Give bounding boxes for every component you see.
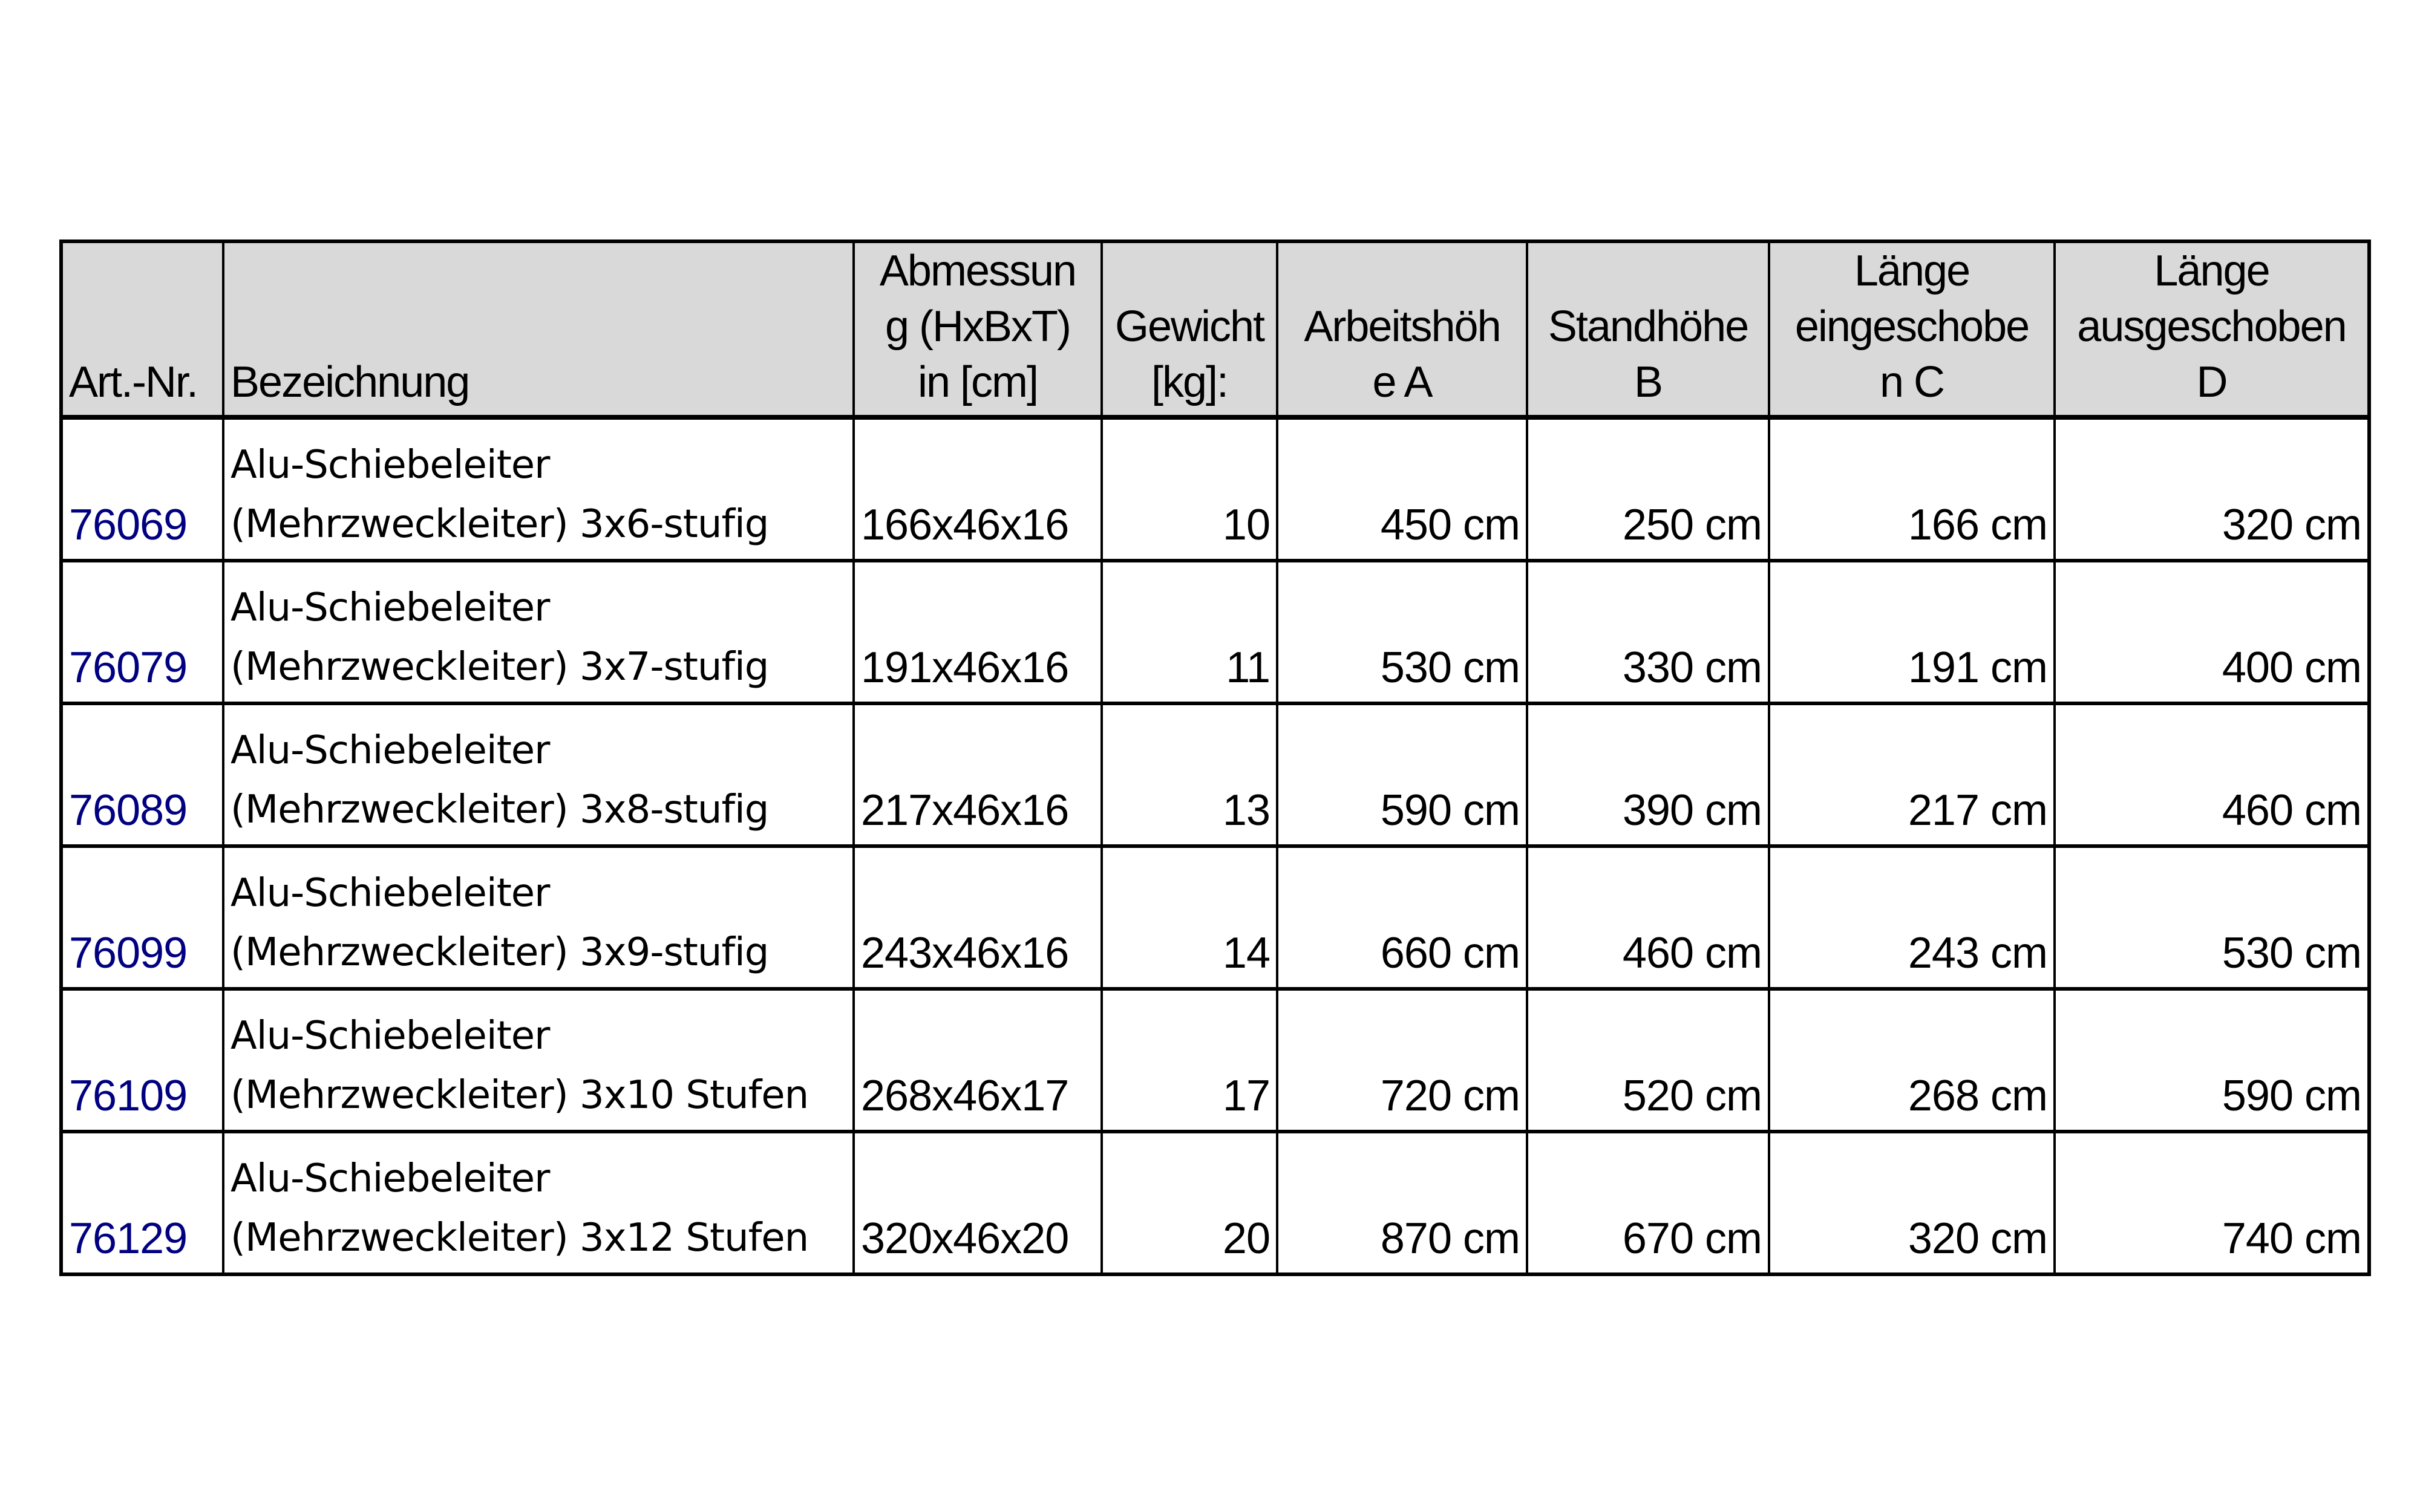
header-abmessung <box>854 241 1102 417</box>
header-line: B <box>1634 358 1663 406</box>
header-gewicht <box>1102 241 1277 417</box>
dimensions-cell: 320x46x20 <box>854 1132 1102 1274</box>
description-cell <box>223 1132 854 1274</box>
header-laenge-eingeschoben <box>1769 241 2055 417</box>
weight-cell: 20 <box>1102 1132 1277 1274</box>
laenge-eingeschoben-cell: 217 cm <box>1769 703 2055 846</box>
art-nr-cell: 76099 <box>61 846 223 989</box>
description-line: Alu-Schiebeleiter <box>231 1014 550 1058</box>
header-row <box>61 241 2369 417</box>
laenge-eingeschoben-cell: 191 cm <box>1769 561 2055 703</box>
weight-cell: 11 <box>1102 561 1277 703</box>
standhoehe-cell: 330 cm <box>1527 561 1769 703</box>
description-cell <box>223 703 854 846</box>
description-line: Alu-Schiebeleiter <box>231 728 550 773</box>
weight-cell: 14 <box>1102 846 1277 989</box>
product-spec-table <box>59 240 2371 1276</box>
laenge-ausgeschoben-cell: 740 cm <box>2055 1132 2369 1274</box>
art-nr-cell: 76079 <box>61 561 223 703</box>
header-line: Standhöhe <box>1548 302 1748 351</box>
description-line: (Mehrzweckleiter) 3x9-stufig <box>231 930 769 975</box>
laenge-eingeschoben-cell: 166 cm <box>1769 417 2055 561</box>
header-line: Länge <box>2154 247 2269 295</box>
table-row <box>61 989 2369 1132</box>
header-standhoehe <box>1527 241 1769 417</box>
laenge-ausgeschoben-cell: 460 cm <box>2055 703 2369 846</box>
table-row <box>61 703 2369 846</box>
laenge-ausgeschoben-cell: 590 cm <box>2055 989 2369 1132</box>
arbeitshoehe-cell: 450 cm <box>1277 417 1527 561</box>
art-nr-cell: 76089 <box>61 703 223 846</box>
header-line: ausgeschoben <box>2077 302 2346 351</box>
standhoehe-cell: 520 cm <box>1527 989 1769 1132</box>
header-laenge-ausgeschoben <box>2055 241 2369 417</box>
table-row <box>61 1132 2369 1274</box>
art-nr-cell: 76069 <box>61 417 223 561</box>
header-bezeichnung: Bezeichnung <box>223 241 854 417</box>
header-line: g (HxBxT) <box>885 302 1070 351</box>
dimensions-cell: 166x46x16 <box>854 417 1102 561</box>
table-row <box>61 417 2369 561</box>
weight-cell: 17 <box>1102 989 1277 1132</box>
art-nr-cell: 76129 <box>61 1132 223 1274</box>
description-line: (Mehrzweckleiter) 3x6-stufig <box>231 502 769 547</box>
header-line: n C <box>1879 358 1944 406</box>
dimensions-cell: 268x46x17 <box>854 989 1102 1132</box>
standhoehe-cell: 670 cm <box>1527 1132 1769 1274</box>
description-line: (Mehrzweckleiter) 3x8-stufig <box>231 787 769 832</box>
header-line: Abmessun <box>879 247 1076 295</box>
arbeitshoehe-cell: 870 cm <box>1277 1132 1527 1274</box>
header-arbeitshoehe <box>1277 241 1527 417</box>
description-line: Alu-Schiebeleiter <box>231 585 550 630</box>
description-cell <box>223 846 854 989</box>
header-line: D <box>2196 358 2227 406</box>
weight-cell: 13 <box>1102 703 1277 846</box>
description-line: Alu-Schiebeleiter <box>231 871 550 916</box>
description-cell <box>223 561 854 703</box>
arbeitshoehe-cell: 660 cm <box>1277 846 1527 989</box>
laenge-ausgeschoben-cell: 400 cm <box>2055 561 2369 703</box>
description-line: (Mehrzweckleiter) 3x10 Stufen <box>231 1073 809 1118</box>
dimensions-cell: 217x46x16 <box>854 703 1102 846</box>
standhoehe-cell: 250 cm <box>1527 417 1769 561</box>
description-cell <box>223 989 854 1132</box>
dimensions-cell: 191x46x16 <box>854 561 1102 703</box>
header-line: Länge <box>1854 247 1970 295</box>
standhoehe-cell: 460 cm <box>1527 846 1769 989</box>
description-cell <box>223 417 854 561</box>
standhoehe-cell: 390 cm <box>1527 703 1769 846</box>
header-line: Gewicht <box>1114 302 1264 351</box>
art-nr-cell: 76109 <box>61 989 223 1132</box>
table-row <box>61 846 2369 989</box>
arbeitshoehe-cell: 720 cm <box>1277 989 1527 1132</box>
header-line: [kg]: <box>1151 358 1228 406</box>
description-line: (Mehrzweckleiter) 3x7-stufig <box>231 645 769 689</box>
description-line: Alu-Schiebeleiter <box>231 443 550 487</box>
weight-cell: 10 <box>1102 417 1277 561</box>
header-line: in [cm] <box>917 358 1038 406</box>
table-row <box>61 561 2369 703</box>
laenge-eingeschoben-cell: 320 cm <box>1769 1132 2055 1274</box>
header-line: e A <box>1372 358 1432 406</box>
dimensions-cell: 243x46x16 <box>854 846 1102 989</box>
laenge-ausgeschoben-cell: 530 cm <box>2055 846 2369 989</box>
description-line: Alu-Schiebeleiter <box>231 1156 550 1201</box>
laenge-ausgeschoben-cell: 320 cm <box>2055 417 2369 561</box>
laenge-eingeschoben-cell: 268 cm <box>1769 989 2055 1132</box>
header-line: Arbeitshöh <box>1304 302 1500 351</box>
header-line: eingeschobe <box>1794 302 2029 351</box>
laenge-eingeschoben-cell: 243 cm <box>1769 846 2055 989</box>
description-line: (Mehrzweckleiter) 3x12 Stufen <box>231 1216 809 1260</box>
header-art-nr: Art.-Nr. <box>61 241 223 417</box>
arbeitshoehe-cell: 590 cm <box>1277 703 1527 846</box>
arbeitshoehe-cell: 530 cm <box>1277 561 1527 703</box>
